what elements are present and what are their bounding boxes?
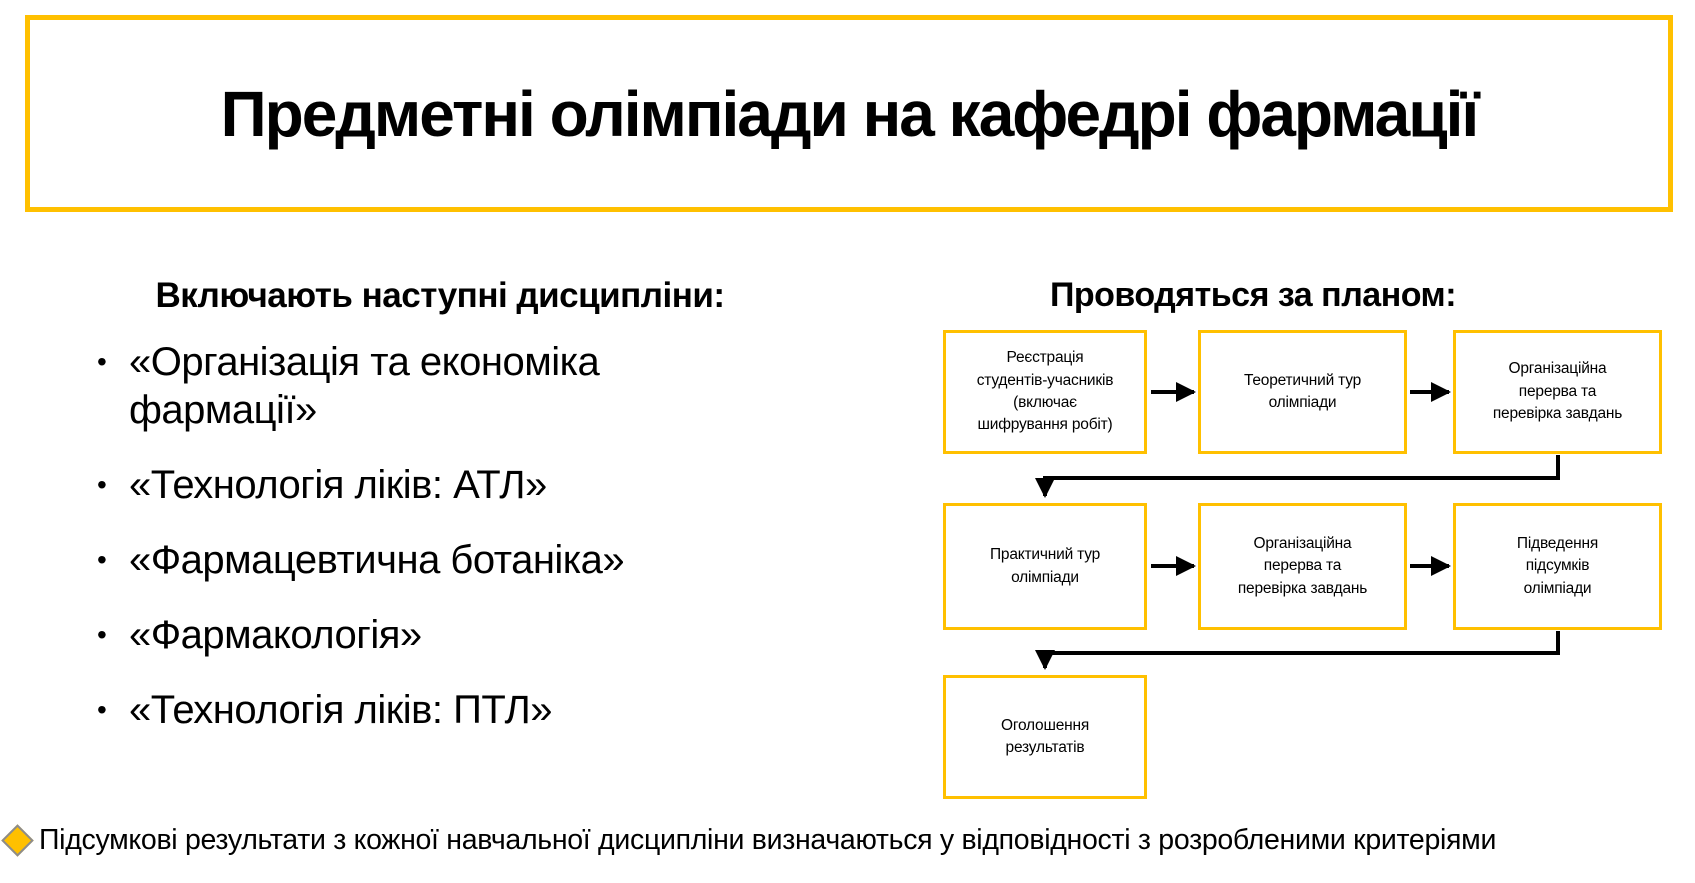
discipline-label: «Фармакологія» — [129, 613, 422, 657]
arrow-summary-to-announcement — [1045, 631, 1558, 668]
list-item — [75, 338, 805, 434]
footer-text: Підсумкові результати з кожної навчальної дисципліни визначаються у відповідності з розробленими критеріями — [39, 824, 1497, 856]
list-item — [75, 461, 805, 509]
flow-box-registration — [943, 330, 1147, 454]
discipline-label: «Технологія ліків: ПТЛ» — [129, 688, 552, 732]
bullet-icon: • — [97, 469, 107, 500]
flow-box-label: Реєстрація студентів-учасників (включає шифрування робіт) — [976, 349, 1114, 434]
flow-box-results-summary — [1453, 503, 1662, 630]
disciplines-section — [75, 276, 805, 761]
disciplines-heading: Включають наступні дисципліни: — [155, 276, 725, 315]
arrow-break1-to-practical — [1045, 455, 1558, 496]
footer-note — [2, 824, 1692, 857]
title-box — [25, 15, 1673, 212]
discipline-label: «Організація та економіка фармації» — [129, 340, 600, 432]
disciplines-list — [75, 338, 805, 734]
bullet-icon: • — [97, 544, 107, 575]
flow-box-label: Практичний тур олімпіади — [989, 546, 1101, 586]
slide-title: Предметні олімпіади на кафедрі фармації — [220, 77, 1478, 150]
flow-box-theoretical-tour — [1198, 330, 1407, 454]
discipline-label: «Фармацевтична ботаніка» — [129, 538, 625, 582]
flow-box-label: Підведення підсумків олімпіади — [1516, 534, 1599, 597]
bullet-icon: • — [97, 346, 107, 377]
flow-box-practical-tour — [943, 503, 1147, 630]
flow-box-break-and-check-2 — [1198, 503, 1407, 630]
diamond-bullet-icon — [1, 824, 34, 857]
flow-box-break-and-check-1 — [1453, 330, 1662, 454]
flow-box-label: Теоретичний тур олімпіади — [1243, 371, 1362, 411]
list-item — [75, 611, 805, 659]
discipline-label: «Технологія ліків: АТЛ» — [129, 463, 547, 507]
bullet-icon: • — [97, 694, 107, 725]
flow-box-results-announcement — [943, 675, 1147, 799]
bullet-icon: • — [97, 619, 107, 650]
list-item — [75, 536, 805, 584]
flow-box-label: Оголошення результатів — [1000, 716, 1090, 756]
list-item — [75, 686, 805, 734]
plan-heading: Проводяться за планом: — [1049, 276, 1457, 314]
flow-box-label: Організаційна перерва та перевірка завдань — [1492, 360, 1623, 423]
flow-box-label: Організаційна перерва та перевірка завдань — [1237, 534, 1368, 597]
